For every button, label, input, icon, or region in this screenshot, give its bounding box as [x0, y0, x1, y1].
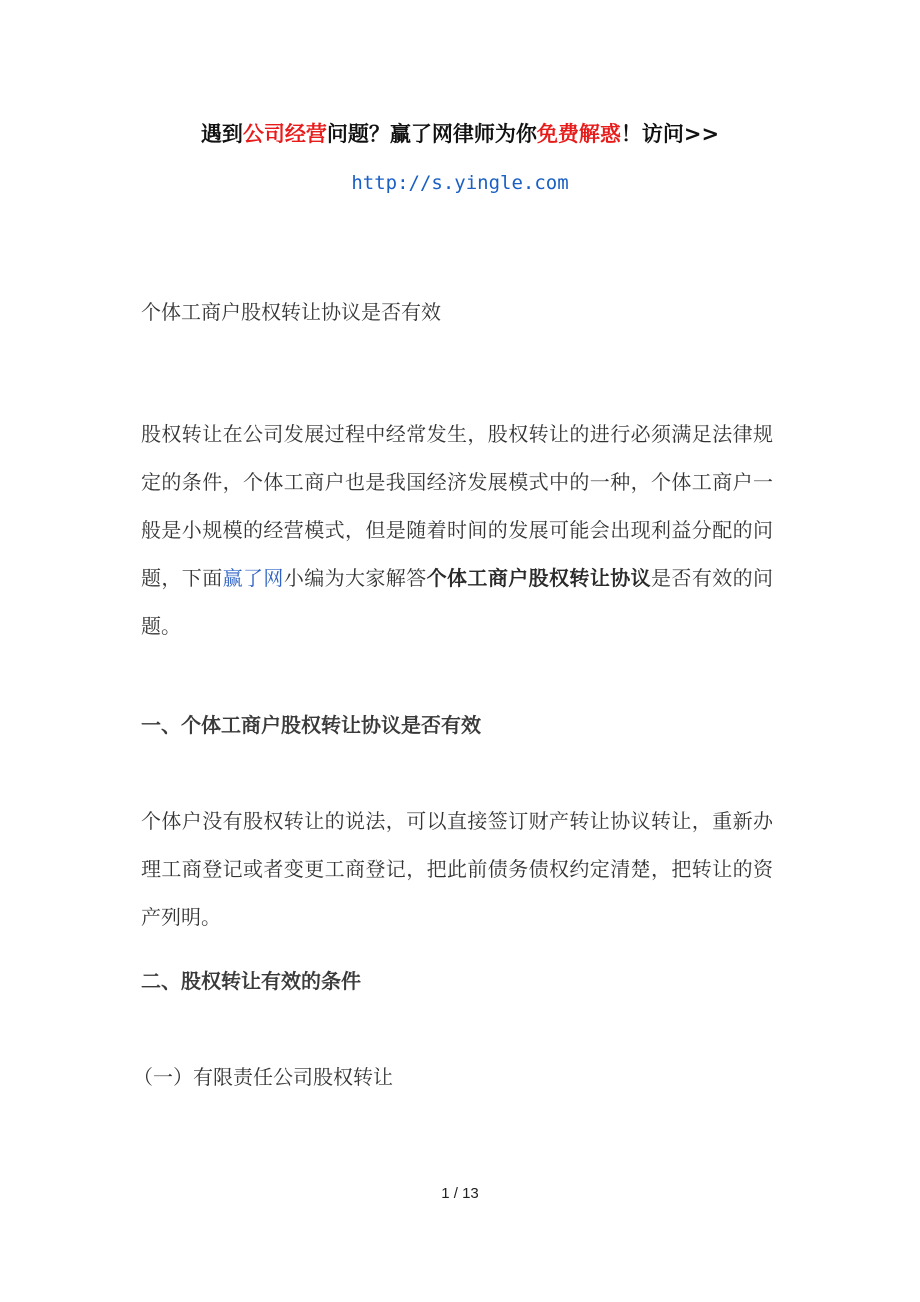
banner-text-3: ！访问>> [620, 122, 720, 146]
section-1-paragraph: 个体户没有股权转让的说法，可以直接签订财产转让协议转让，重新办理工商登记或者变更工商登记，把此前债务债权约定清楚，把转让的资产列明。 [141, 809, 773, 929]
banner-highlight-2: 免费解惑 [536, 122, 621, 146]
subsection-heading: （一）有限责任公司股权转让 [133, 1065, 393, 1089]
banner-url-link[interactable]: http://s.yingle.com [351, 172, 569, 194]
intro-bold-keyword: 个体工商户股权转让协议 [426, 566, 652, 590]
intro-paragraph [141, 410, 773, 650]
intro-text-1: 股权转让在公司发展过程中经常发生，股权转让的进行必须满足法律规定的条件，个体工商户也是我国经济发展模式中的一种，个体工商户一般是小规模的经营模式，但是随着时间的发展可能会出现利益分配的问题，下面 [141, 422, 773, 590]
intro-text-3: 是否有效的问题。 [141, 566, 774, 638]
ad-banner[interactable] [0, 118, 920, 148]
section-heading-2: 二、股权转让有效的条件 [141, 969, 361, 993]
document-title: 个体工商户股权转让协议是否有效 [141, 300, 441, 324]
banner-highlight-1: 公司经营 [242, 122, 327, 146]
intro-text-2: 小编为大家解答 [283, 566, 427, 590]
section-heading-1: 一、个体工商户股权转让协议是否有效 [141, 713, 481, 737]
banner-text-1: 遇到 [200, 122, 243, 146]
page-indicator: 1 / 13 [441, 1185, 479, 1202]
site-link[interactable]: 赢了网 [222, 566, 284, 590]
banner-text-2: 问题？赢了网律师为你 [326, 122, 537, 146]
